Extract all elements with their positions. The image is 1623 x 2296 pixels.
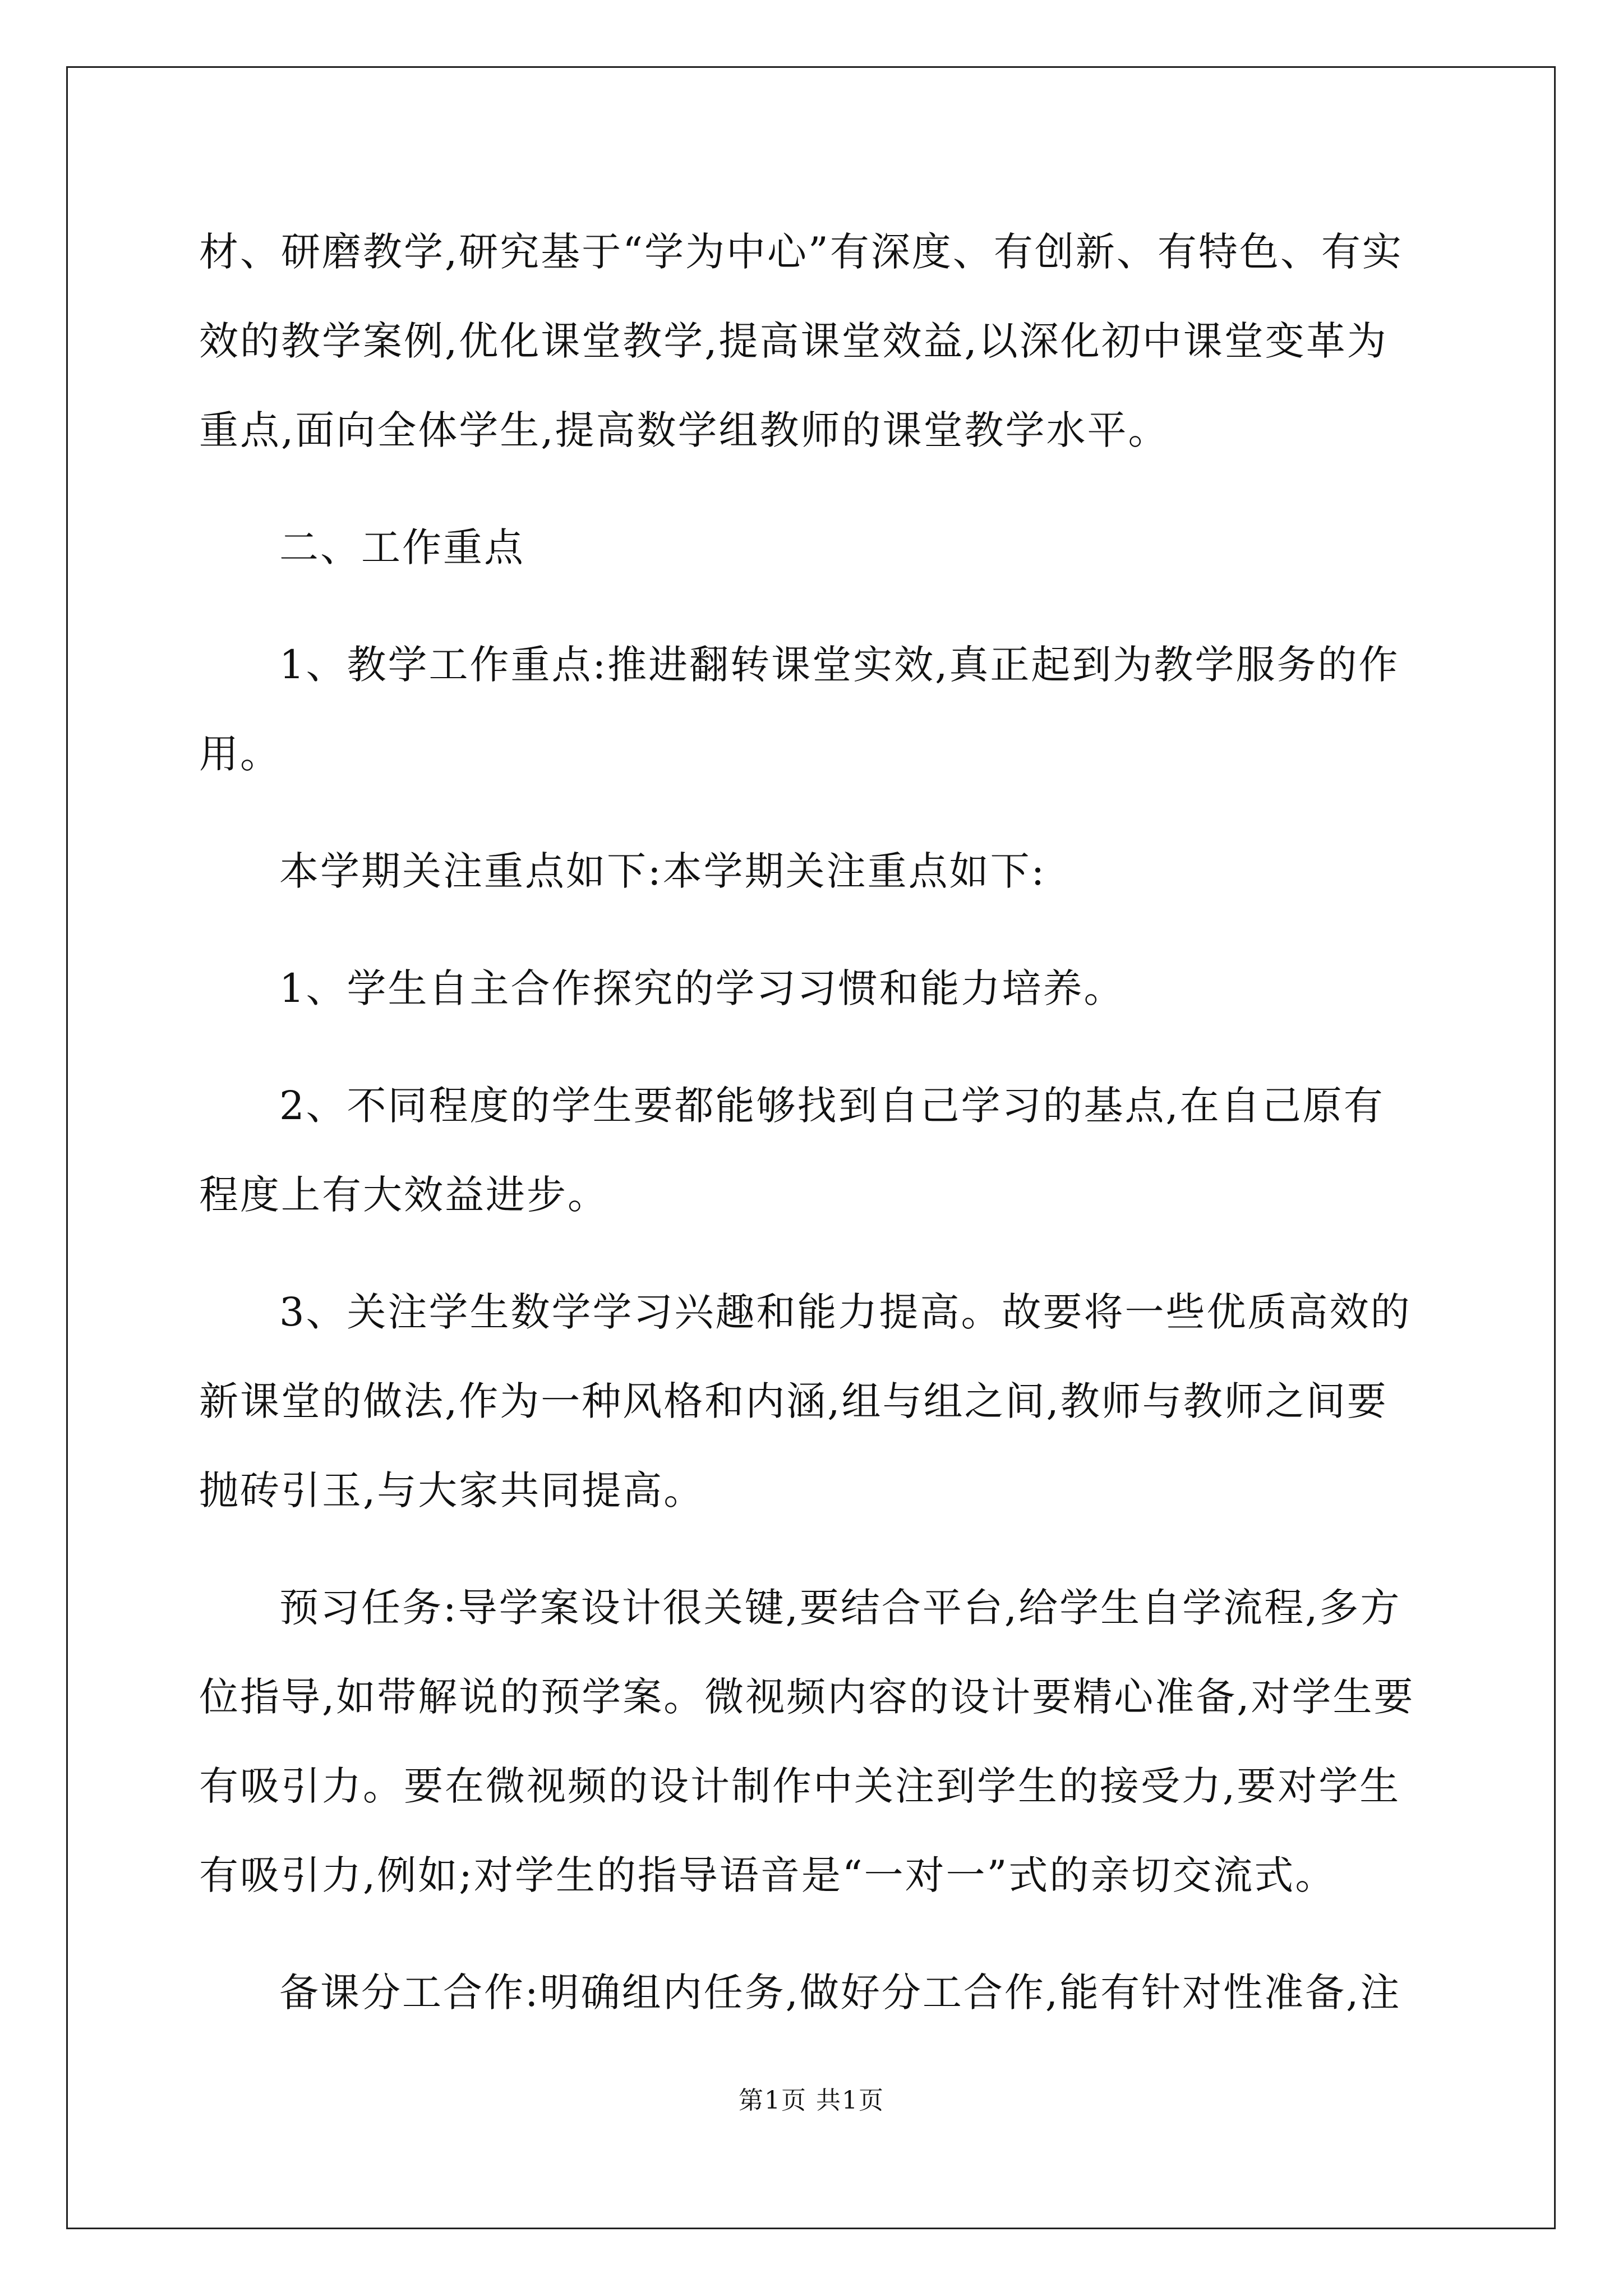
paragraph-4: 本学期关注重点如下:本学期关注重点如下: <box>279 848 1046 894</box>
paragraph-9: 备课分工合作:明确组内任务,做好分工合作,能有针对性准备,注 <box>279 1970 1401 2016</box>
page-footer: 第1页 共1页 <box>739 2086 884 2115</box>
paragraph-3: 1、教学工作重点:推进翻转课堂实效,真正起到为教学服务的作用。 <box>199 642 1400 777</box>
paragraph-7: 3、关注学生数学学习兴趣和能力提高。故要将一些优质高效的新课堂的做法,作为一种风格和内涵,组与组之间,教师与教师之间要抛砖引玉,与大家共同提高。 <box>199 1289 1412 1513</box>
paragraph-2-section-heading: 二、工作重点 <box>279 524 525 570</box>
paragraph-1: 材、研磨教学,研究基于“学为中心”有深度、有创新、有特色、有实效的教学案例,优化课堂教学,提高课堂效益,以深化初中课堂变革为重点,面向全体学生,提高数学组教师的课堂教学水平。 <box>199 229 1403 453</box>
paragraph-8: 预习任务:导学案设计很关键,要结合平台,给学生自学流程,多方位指导,如带解说的预学案。微视频内容的设计要精心准备,对学生要有吸引力。要在微视频的设计制作中关注到学生的接受力,要对学生有吸引力,例如;对学生的指导语音是“一对一”式的亲切交流式。 <box>199 1585 1415 1898</box>
paragraph-6: 2、不同程度的学生要都能够找到自己学习的基点,在自己原有程度上有大效益进步。 <box>199 1083 1385 1218</box>
paragraph-5: 1、学生自主合作探究的学习习惯和能力培养。 <box>279 965 1125 1011</box>
document-body <box>199 208 1422 2065</box>
